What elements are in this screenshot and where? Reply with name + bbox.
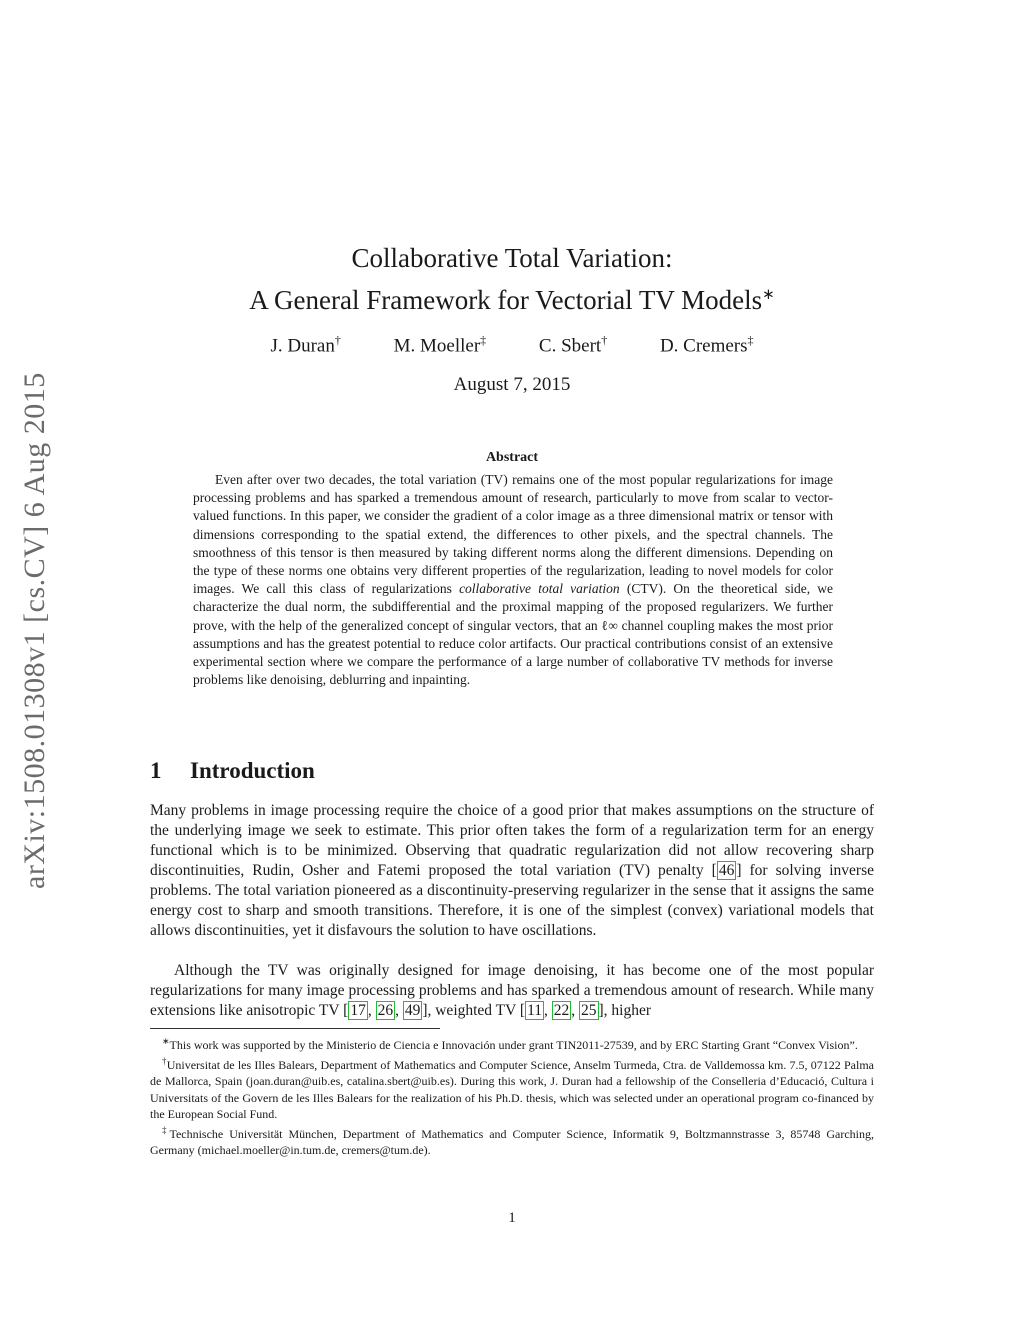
- citation-link[interactable]: 22: [553, 1002, 570, 1019]
- page-number: 1: [508, 1210, 516, 1226]
- title-line-1: Collaborative Total Variation:: [351, 243, 673, 273]
- citation-link[interactable]: 11: [527, 1002, 543, 1019]
- citation-link[interactable]: 17: [350, 1002, 366, 1019]
- title-footnote-mark[interactable]: ∗: [762, 287, 775, 303]
- citation-link[interactable]: 49: [404, 1002, 421, 1019]
- abstract-text: Even after over two decades, the total variation (TV) remains one of the most popular regularizations for image processing problems and has sparked a tremendous amount of research, particularly to move from scalar to vector-valued functions. In this paper, we consider the gradient of a color image as a three dimensional matrix or tensor with dimensions corresponding to the spatial extend, the differences to other pixels, and the spectral channels. The smoothness of this tensor is then measured by taking different norms along the different dimensions. Depending on the type of these norms one obtains very different properties of the regularization, leading to novel models for color images. We call this class of regularizations collaborative total variation (CTV). On the theoretical side, we characterize the dual norm, the subdifferential and the proximal mapping of the proposed regularizers. We further prove, with the help of the generalized concept of singular vectors, that an ℓ∞ channel coupling makes the most prior assumptions and has the greatest potential to reduce color artifacts. Our practical contributions consist of an extensive experimental section where we compare the performance of a large number of collaborative TV methods for inverse problems like denoising, deblurring and inpainting.: [193, 472, 834, 688]
- paper-title: [120, 240, 904, 319]
- citation-link[interactable]: 26: [377, 1002, 394, 1019]
- citation-link[interactable]: 25: [581, 1002, 597, 1019]
- abstract-heading: Abstract: [485, 450, 539, 465]
- author: C. Sbert†: [538, 333, 608, 357]
- title-line-2: A General Framework for Vectorial TV Models∗: [249, 285, 775, 315]
- intro-paragraph-2: Although the TV was originally designed for image denoising, it has become one of the most popular regularizations for many image processing problems and has sparked a tremendous amount of research. While many extensions like anisotropic TV [ 17 , 26 , 49 ], weighted TV [ 11 , 22 , 25 ], higher: [150, 962, 874, 1019]
- citation-link[interactable]: 46: [718, 862, 735, 879]
- author-list: [150, 333, 874, 357]
- author: J. Duran†: [270, 333, 341, 357]
- footnotes: [150, 1033, 874, 1158]
- footnote-rule: [150, 1028, 440, 1029]
- author: M. Moeller‡: [393, 333, 487, 357]
- section-heading: 1 Introduction: [150, 758, 315, 783]
- arxiv-stamp: arXiv:1508.01308v1 [cs.CV] 6 Aug 2015: [18, 372, 51, 889]
- footnote: †Universitat de les Illes Balears, Department of Mathematics and Computer Science, Anselm Turmeda, Ctra. de Valldemossa km. 7.5, 07122 Palma de Mallorca, Spain (joan.duran@uib.es, catalina.sbert@uib.es). During this work, J. Duran had a fellowship of the Conselleria d’Educació, Cultura i Universitats of the Govern de les Illes Balears for the realization of his Ph.D. thesis, which was selected under an operational program co-financed by the European Social Fund.: [150, 1056, 875, 1121]
- author: D. Cremers‡: [659, 333, 754, 357]
- footnote: ∗This work was supported by the Ministerio de Ciencia e Innovación under grant TIN2011-27539, and by ERC Starting Grant “Convex Vision”.: [162, 1036, 858, 1052]
- paper-date: August 7, 2015: [453, 374, 571, 395]
- intro-paragraph-1: Many problems in image processing require the choice of a good prior that makes assumptions on the structure of the underlying image we seek to estimate. This prior often takes the form of a regularization term for an energy functional which is to be minimized. Observing that quadratic regularization did not allow recovering sharp discontinuities, Rudin, Osher and Fatemi proposed the total variation (TV) penalty [ 46 ] for solving inverse problems. The total variation pioneered as a discontinuity-preserving regularizer in the sense that it assigns the same energy cost to sharp and smooth transitions. Therefore, it is one of the simplest (convex) variational models that allows discontinuities, yet it disfavours the solution to have oscillations.: [150, 802, 874, 939]
- footnote: ‡Technische Universität München, Department of Mathematics and Computer Science, Informatik 9, Boltzmannstrasse 3, 85748 Garching, Germany (michael.moeller@in.tum.de, cremers@tum.de).: [150, 1125, 875, 1158]
